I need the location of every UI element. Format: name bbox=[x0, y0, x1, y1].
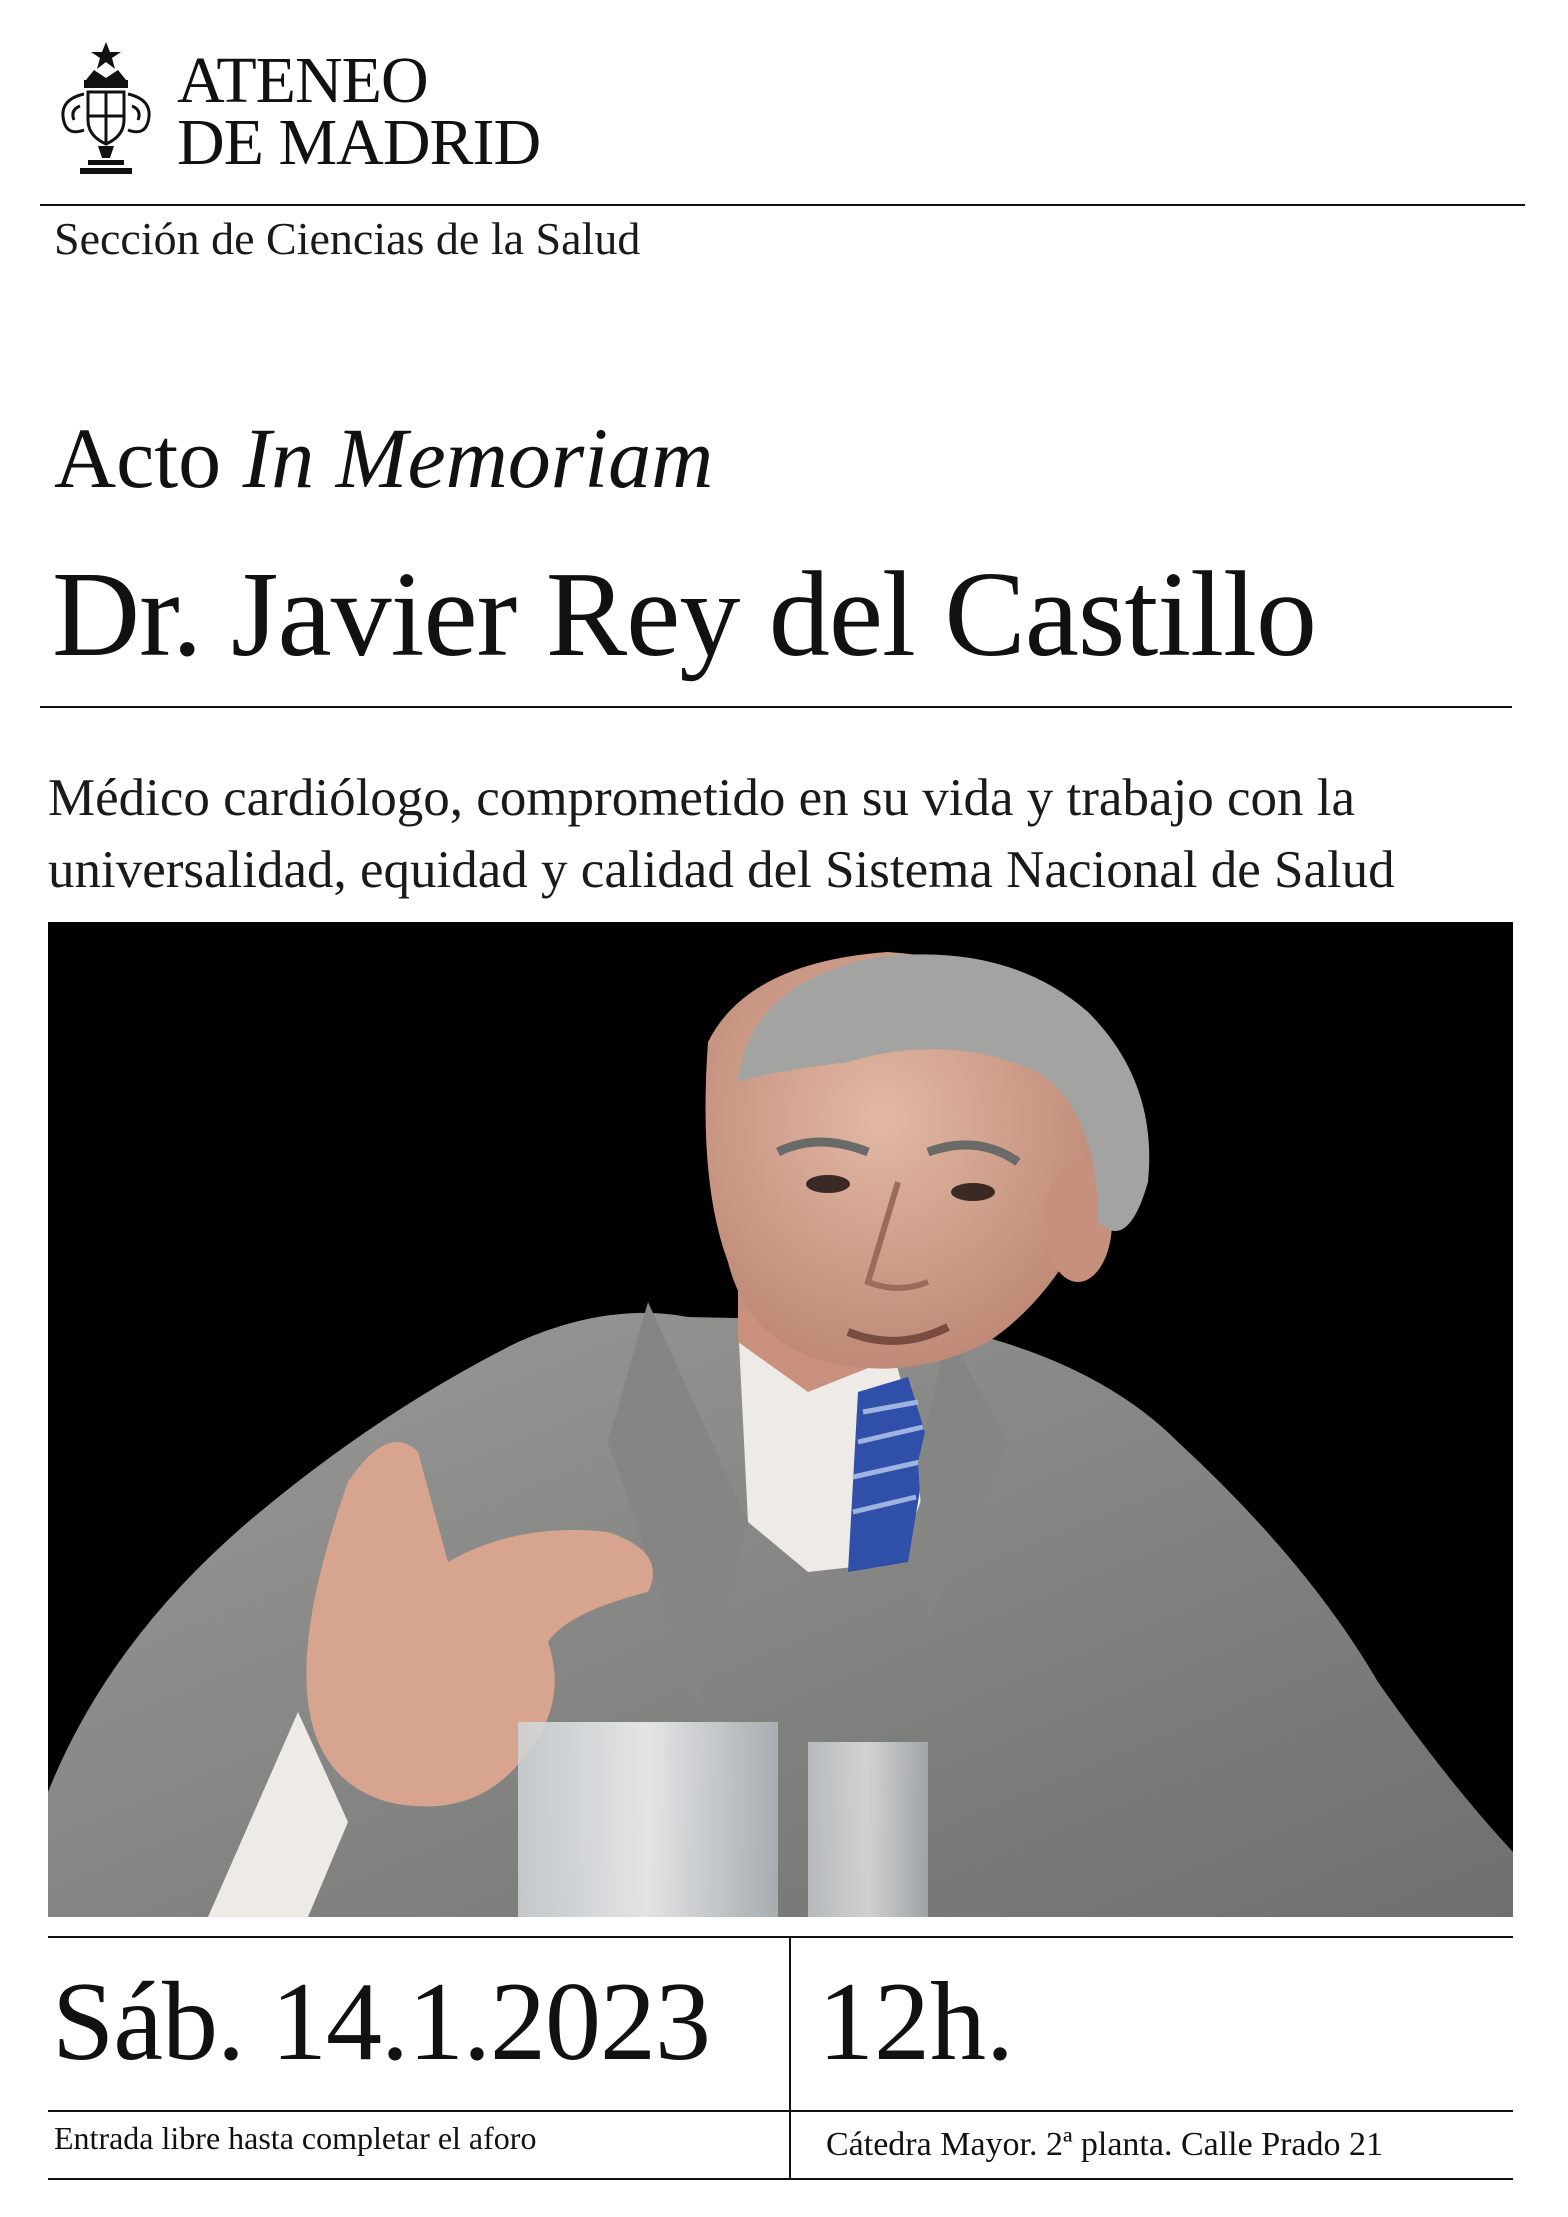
event-venue: Cátedra Mayor. 2ª planta. Calle Prado 21 bbox=[826, 2126, 1384, 2163]
header-divider bbox=[40, 204, 1525, 206]
event-type-prefix: Acto bbox=[54, 410, 222, 506]
org-wordmark bbox=[177, 44, 541, 179]
portrait-photo bbox=[48, 922, 1513, 1917]
org-name-line1: ATENEO bbox=[177, 44, 428, 117]
event-type bbox=[54, 408, 713, 508]
title-divider bbox=[40, 706, 1512, 708]
footer-top-divider bbox=[48, 1936, 1513, 1938]
org-name-line2: DE MADRID bbox=[177, 106, 541, 179]
event-time: 12h. bbox=[818, 1960, 1014, 2084]
section-name: Sección de Ciencias de la Salud bbox=[54, 213, 641, 264]
event-type-italic: In Memoriam bbox=[242, 410, 714, 506]
description-line2: universalidad, equidad y calidad del Sistema Nacional de Salud bbox=[48, 841, 1395, 899]
crest-emblem-icon bbox=[50, 40, 162, 176]
footer-middle-divider bbox=[48, 2110, 1513, 2112]
description-line1: Médico cardiólogo, comprometido en su vida y trabajo con la bbox=[48, 769, 1355, 827]
honoree-description bbox=[48, 762, 1528, 906]
footer-vertical-divider bbox=[789, 1936, 791, 2178]
event-date: Sáb. 14.1.2023 bbox=[52, 1960, 710, 2084]
entry-note: Entrada libre hasta completar el aforo bbox=[54, 2120, 537, 2156]
honoree-name: Dr. Javier Rey del Castillo bbox=[52, 547, 1316, 682]
footer-bottom-divider bbox=[48, 2178, 1513, 2180]
